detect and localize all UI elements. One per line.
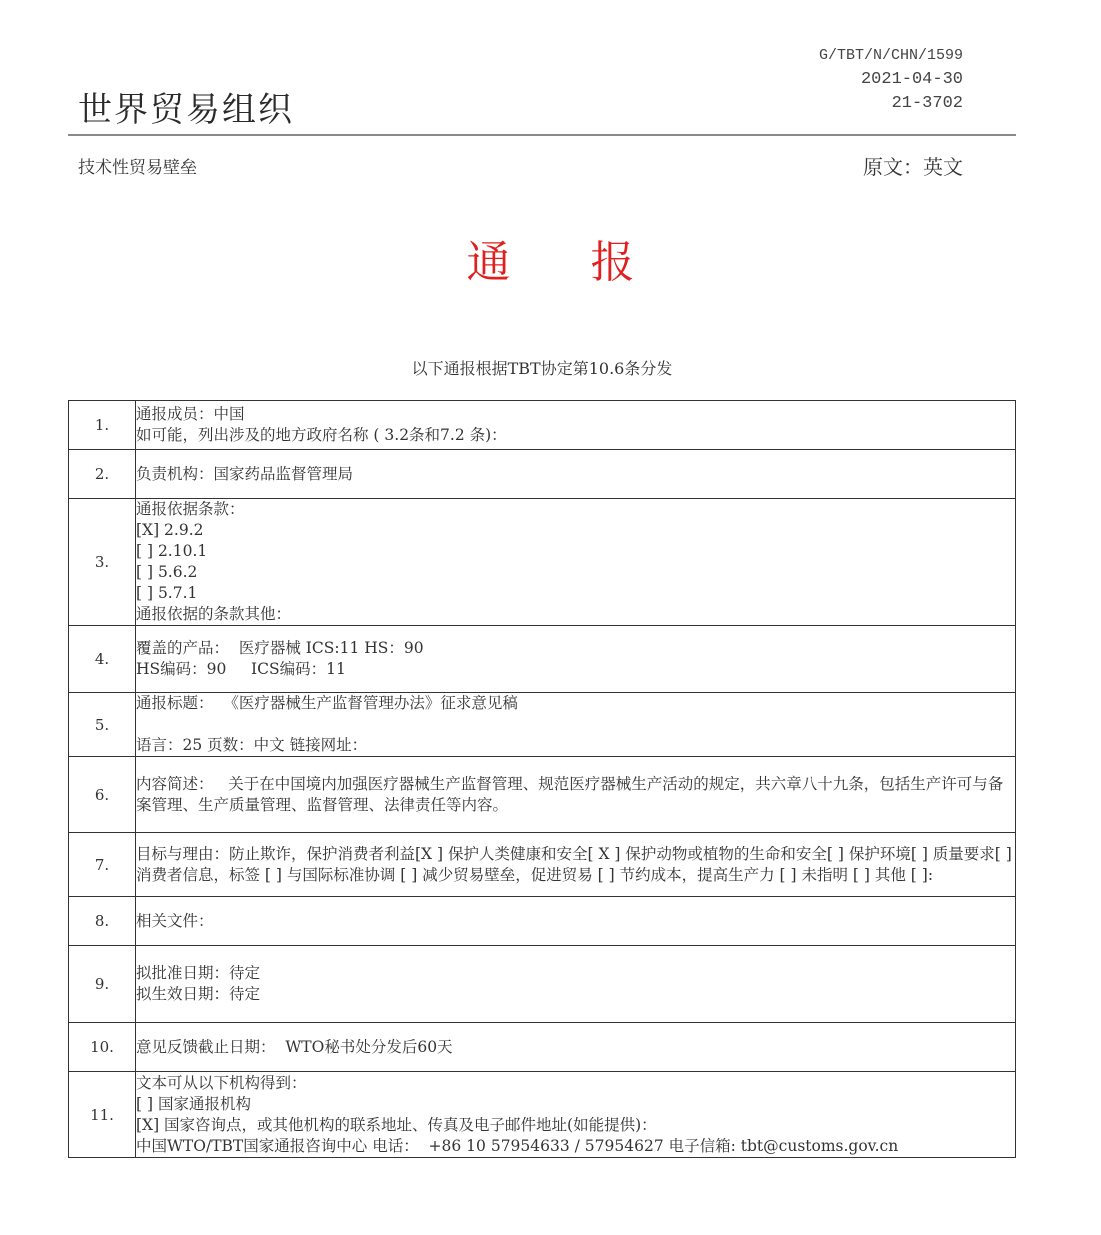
document-symbol: G/TBT/N/CHN/1599 <box>818 47 963 64</box>
item-number: 3. <box>69 499 136 626</box>
title-part-2: 报 <box>590 237 635 288</box>
notification-title <box>0 226 1101 290</box>
item-number: 1. <box>69 401 136 450</box>
item-line: 内容简述： 关于在中国境内加强医疗器械生产监督管理、规范医疗器械生产活动的规定，共六章八十九条，包括生产许可与备案管理、生产质量管理、监督管理、法律责任等内容。 <box>136 774 1004 814</box>
distribution-basis: 以下通报根据TBT协定第10.6条分发 <box>411 359 673 378</box>
item-content <box>136 693 1016 757</box>
item-line: [X] 2.9.2 <box>136 521 204 539</box>
item-number: 9. <box>69 946 136 1023</box>
header-divider <box>68 134 1016 136</box>
item-number: 5. <box>69 693 136 757</box>
item-line: 拟生效日期：待定 <box>136 985 261 1003</box>
item-line: 通报标题： 《医疗器械生产监督管理办法》征求意见稿 <box>136 694 518 712</box>
table-row <box>69 450 1016 499</box>
item-line: 意见反馈截止日期： WTO秘书处分发后60天 <box>136 1037 453 1056</box>
table-row <box>69 1072 1016 1158</box>
item-line: [ ] 5.7.1 <box>136 584 198 602</box>
item-line: 通报成员：中国 <box>136 405 245 423</box>
item-line: [ ] 5.6.2 <box>136 563 198 581</box>
item-line: [X] 国家咨询点，或其他机构的联系地址、传真及电子邮件地址(如能提供)： <box>136 1115 657 1134</box>
item-line: 拟批准日期：待定 <box>136 964 261 982</box>
item-number: 8. <box>69 897 136 946</box>
table-row <box>69 499 1016 626</box>
item-number: 11. <box>69 1072 136 1158</box>
item-content <box>136 757 1016 833</box>
item-content <box>136 499 1016 626</box>
item-line: 通报依据的条款其他： <box>136 605 292 623</box>
item-line: HS编码：90 ICS编码：11 <box>136 660 346 678</box>
table-row <box>69 401 1016 450</box>
item-line: 负责机构：国家药品监督管理局 <box>136 464 354 483</box>
original-language: 原文：英文 <box>863 155 963 179</box>
document-number: 21-3702 <box>891 94 963 113</box>
organization-title: 世界贸易组织 <box>78 90 294 130</box>
table-row <box>69 626 1016 693</box>
item-number: 6. <box>69 757 136 833</box>
item-number: 2. <box>69 450 136 499</box>
committee-name: 技术性贸易壁垒 <box>78 158 197 178</box>
item-content <box>136 946 1016 1023</box>
item-content <box>136 897 1016 946</box>
item-content <box>136 450 1016 499</box>
item-content <box>136 833 1016 897</box>
item-content <box>136 401 1016 450</box>
item-number: 4. <box>69 626 136 693</box>
item-content <box>136 1023 1016 1072</box>
item-content <box>136 1072 1016 1158</box>
table-row <box>69 946 1016 1023</box>
item-line: 相关文件： <box>136 911 214 930</box>
item-line: [ ] 国家通报机构 <box>136 1094 251 1113</box>
item-content <box>136 626 1016 693</box>
item-line: [ ] 2.10.1 <box>136 542 208 560</box>
table-row <box>69 833 1016 897</box>
notification-items-table <box>68 400 1016 1158</box>
item-number: 10. <box>69 1023 136 1072</box>
table-row <box>69 757 1016 833</box>
document-reference <box>663 44 963 116</box>
table-row <box>69 1023 1016 1072</box>
item-line: 语言：25 页数：中文 链接网址： <box>136 736 368 754</box>
title-part-1: 通 <box>466 237 511 288</box>
item-number: 7. <box>69 833 136 897</box>
document-date: 2021-04-30 <box>860 70 963 89</box>
table-row <box>69 693 1016 757</box>
item-line: 目标与理由：防止欺诈，保护消费者利益[X ] 保护人类健康和安全[ X ] 保护动物或植物的生命和安全[ ] 保护环境[ ] 质量要求[ ] 消费者信息，标签 [ ] 与国际标准协调 [ ] 减少贸易壁垒，促进贸易 [ ] 节约成本，提高生产力 [ ] 未指明 [ ] 其他 [ ]: <box>136 844 1017 884</box>
item-line: 覆盖的产品： 医疗器械 ICS:11 HS：90 <box>136 639 424 657</box>
table-row <box>69 897 1016 946</box>
item-line: 文本可从以下机构得到： <box>136 1073 307 1092</box>
item-line <box>136 714 1015 735</box>
item-line: 如可能，列出涉及的地方政府名称 ( 3.2条和7.2 条)： <box>136 426 507 444</box>
item-line: 通报依据条款： <box>136 500 245 518</box>
item-line: 中国WTO/TBT国家通报咨询中心 电话： +86 10 57954633 / 57954627 电子信箱: tbt@customs.gov.cn <box>136 1136 899 1155</box>
